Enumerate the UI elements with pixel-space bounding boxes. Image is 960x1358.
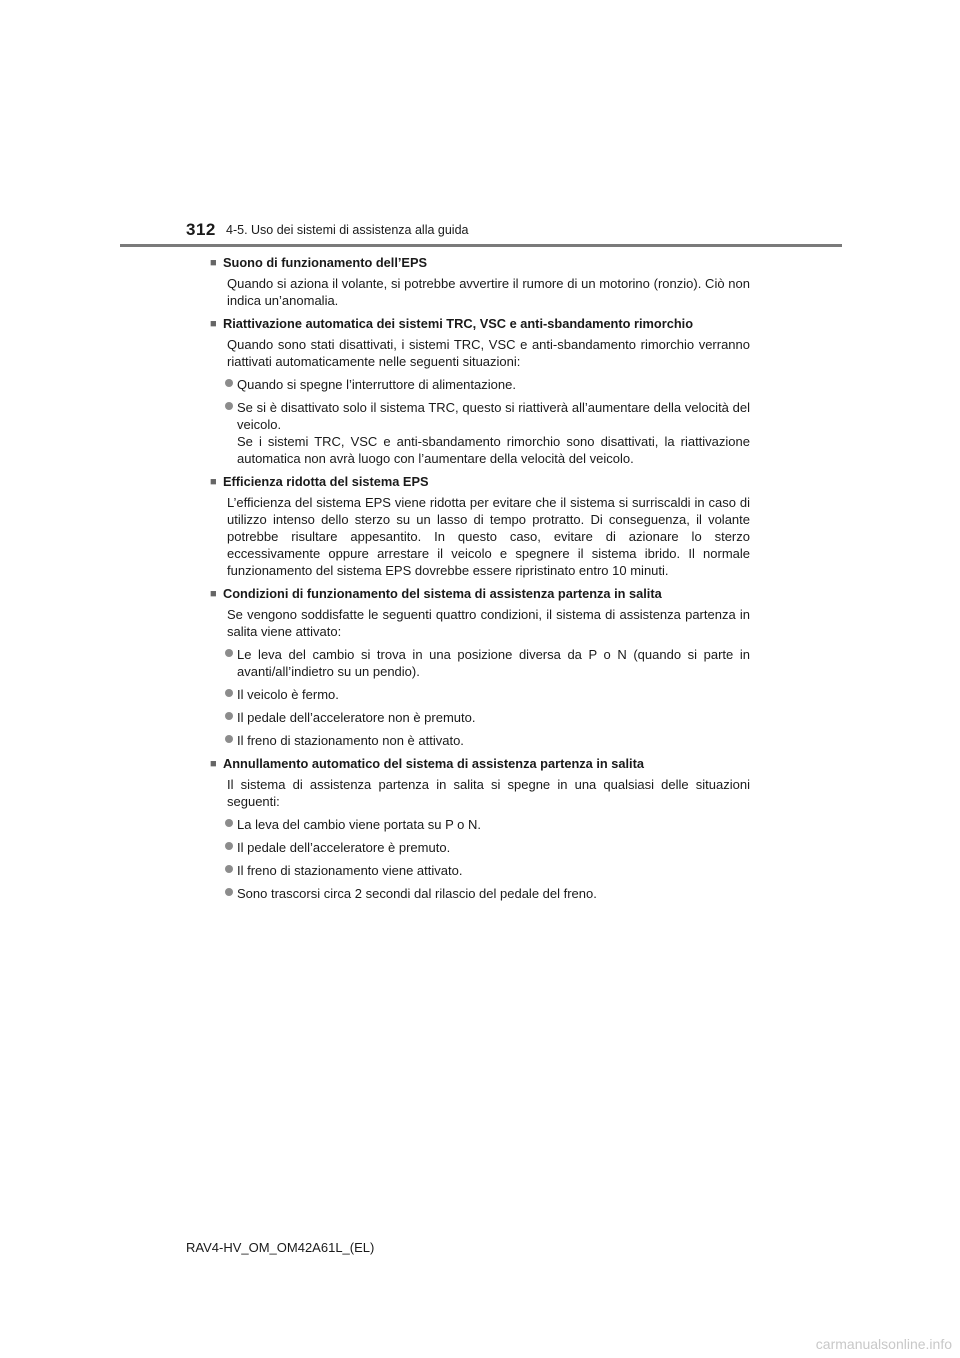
page-number: 312 <box>186 220 216 239</box>
list-item-line: Il freno di stazionamento viene attivato. <box>237 863 463 878</box>
square-bullet-icon: ■ <box>210 758 217 770</box>
section-heading <box>210 254 750 272</box>
list-item <box>225 686 750 703</box>
paragraph: Quando si aziona il volante, si potrebbe avvertire il rumore di un motorino (ronzio). Ciò non indica un’anomalia. <box>227 276 750 308</box>
list-item-text <box>237 686 750 703</box>
section-heading <box>210 473 750 491</box>
list-item-line: Se i sistemi TRC, VSC e anti-sbandamento rimorchio sono disattivati, la riattivazione automatica non avrà luogo con l’aumentare della velocità del veicolo. <box>237 434 750 466</box>
list-item-text <box>237 376 750 393</box>
list-item-line: Le leva del cambio si trova in una posizione diversa da P o N (quando si parte in avanti/all’indietro su un pendio). <box>237 647 750 679</box>
list-item-line: Il freno di stazionamento non è attivato. <box>237 733 464 748</box>
heading-text: Annullamento automatico del sistema di assistenza partenza in salita <box>223 756 644 771</box>
dot-bullet-icon <box>225 399 237 410</box>
section-hill-start-conditions <box>210 585 750 749</box>
list-item-line: Il pedale dell’acceleratore non è premuto. <box>237 710 476 725</box>
list-item-line: Quando si spegne l’interruttore di alimentazione. <box>237 377 516 392</box>
section-heading <box>210 585 750 603</box>
watermark: carmanualsonline.info <box>815 1336 952 1352</box>
paragraph: L’efficienza del sistema EPS viene ridotta per evitare che il sistema si surriscaldi in caso di utilizzo intenso dello sterzo su un lasso di tempo protratto. Di conseguenza, il volante potrebbe risultare appesantito. In questo caso, evitare di azionare lo sterzo eccessivamente oppure arrestare il veicolo e spegnere il sistema ibrido. Il normale funzionamento del sistema EPS dovrebbe essere ripristinato entro 10 minuti. <box>227 495 750 578</box>
list-item <box>225 376 750 393</box>
list-item <box>225 399 750 467</box>
heading-text: Riattivazione automatica dei sistemi TRC, VSC e anti-sbandamento rimorchio <box>223 316 694 331</box>
list-item-text <box>237 399 750 467</box>
square-bullet-icon: ■ <box>210 476 217 488</box>
list-item-line: Sono trascorsi circa 2 secondi dal rilascio del pedale del freno. <box>237 886 597 901</box>
dot-bullet-icon <box>225 862 237 873</box>
heading-text: Efficienza ridotta del sistema EPS <box>223 474 429 489</box>
list-item-text <box>237 816 750 833</box>
section-eps-efficiency <box>210 473 750 579</box>
list-item-text <box>237 732 750 749</box>
section-heading <box>210 755 750 773</box>
dot-bullet-icon <box>225 709 237 720</box>
content-body <box>210 254 750 908</box>
list-item <box>225 709 750 726</box>
section-eps-sound <box>210 254 750 309</box>
document-code: RAV4-HV_OM_OM42A61L_(EL) <box>186 1240 375 1255</box>
dot-bullet-icon <box>225 885 237 896</box>
section-hill-start-cancel <box>210 755 750 902</box>
dot-bullet-icon <box>225 816 237 827</box>
heading-text: Condizioni di funzionamento del sistema di assistenza partenza in salita <box>223 586 662 601</box>
list-item <box>225 885 750 902</box>
paragraph: Se vengono soddisfatte le seguenti quattro condizioni, il sistema di assistenza partenza in salita viene attivato: <box>227 607 750 639</box>
list-item-text <box>237 709 750 726</box>
header-rule <box>120 244 842 247</box>
list-item <box>225 732 750 749</box>
paragraph: Quando sono stati disattivati, i sistemi TRC, VSC e anti-sbandamento rimorchio verranno riattivati automaticamente nelle seguenti situazioni: <box>227 337 750 369</box>
list-item <box>225 816 750 833</box>
section-heading <box>210 315 750 333</box>
section-title: 4-5. Uso dei sistemi di assistenza alla guida <box>226 223 469 237</box>
dot-bullet-icon <box>225 839 237 850</box>
paragraph: Il sistema di assistenza partenza in salita si spegne in una qualsiasi delle situazioni seguenti: <box>227 777 750 809</box>
dot-bullet-icon <box>225 732 237 743</box>
list-item-line: Il pedale dell’acceleratore è premuto. <box>237 840 451 855</box>
section-auto-reactivation <box>210 315 750 467</box>
list-item-text <box>237 885 750 902</box>
list-item-line: Se si è disattivato solo il sistema TRC, questo si riattiverà all’aumentare della velocità del veicolo. <box>237 400 750 432</box>
list-item <box>225 839 750 856</box>
list-item-text <box>237 839 750 856</box>
list-item <box>225 862 750 879</box>
square-bullet-icon: ■ <box>210 588 217 600</box>
dot-bullet-icon <box>225 376 237 387</box>
dot-bullet-icon <box>225 686 237 697</box>
list-item-line: Il veicolo è fermo. <box>237 687 339 702</box>
square-bullet-icon: ■ <box>210 257 217 269</box>
dot-bullet-icon <box>225 646 237 657</box>
list-item <box>225 646 750 680</box>
list-item-text <box>237 862 750 879</box>
square-bullet-icon: ■ <box>210 318 217 330</box>
list-item-line: La leva del cambio viene portata su P o N. <box>237 817 482 832</box>
list-item-text <box>237 646 750 680</box>
heading-text: Suono di funzionamento dell’EPS <box>223 255 428 270</box>
